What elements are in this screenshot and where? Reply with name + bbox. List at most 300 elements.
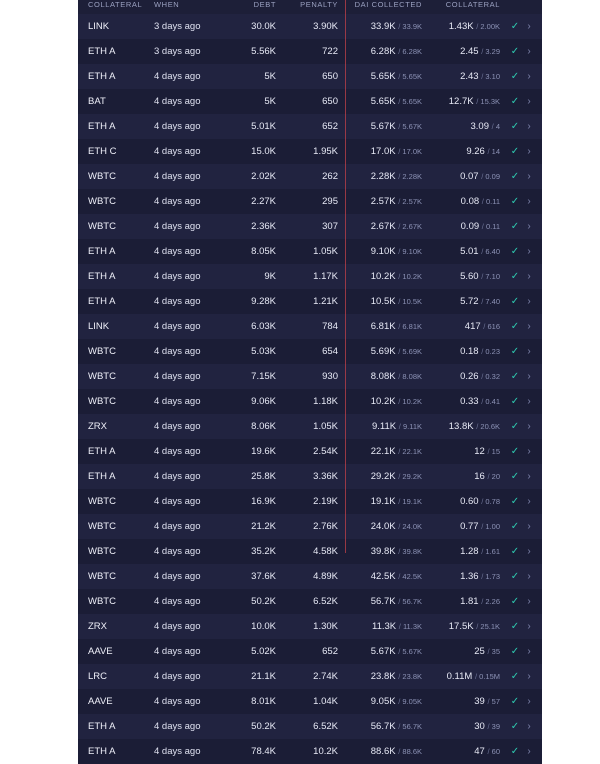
cell-penalty: 3.90K bbox=[282, 14, 344, 39]
cell-penalty: 262 bbox=[282, 164, 344, 189]
chevron-right-icon[interactable]: › bbox=[527, 271, 531, 282]
cell-debt: 2.02K bbox=[224, 164, 282, 189]
cell-dai-collected: 9.10K / 9.10K bbox=[344, 239, 428, 264]
cell-debt: 21.2K bbox=[224, 514, 282, 539]
cell-collateral-amount: 417 / 616 bbox=[428, 314, 506, 339]
cell-actions bbox=[506, 64, 542, 89]
status-check-icon: ✓ bbox=[510, 371, 520, 382]
cell-when: 3 days ago bbox=[152, 14, 224, 39]
cell-collateral-amount: 30 / 39 bbox=[428, 714, 506, 739]
cell-collateral-amount: 3.09 / 4 bbox=[428, 114, 506, 139]
cell-collateral: ETH A bbox=[78, 714, 152, 739]
cell-dai-collected: 5.65K / 5.65K bbox=[344, 64, 428, 89]
cell-debt: 50.2K bbox=[224, 589, 282, 614]
cell-collateral-amount: 2.45 / 3.29 bbox=[428, 39, 506, 64]
chevron-right-icon[interactable]: › bbox=[527, 21, 531, 32]
chevron-right-icon[interactable]: › bbox=[527, 196, 531, 207]
cell-dai-collected: 6.28K / 6.28K bbox=[344, 39, 428, 64]
cell-penalty: 650 bbox=[282, 64, 344, 89]
cell-when: 4 days ago bbox=[152, 714, 224, 739]
cell-debt: 21.1K bbox=[224, 664, 282, 689]
chevron-right-icon[interactable]: › bbox=[527, 246, 531, 257]
cell-collateral-amount: 13.8K / 20.6K bbox=[428, 414, 506, 439]
cell-collateral-amount: 5.60 / 7.10 bbox=[428, 264, 506, 289]
cell-dai-collected: 19.1K / 19.1K bbox=[344, 489, 428, 514]
cell-collateral-amount: 17.5K / 25.1K bbox=[428, 614, 506, 639]
cell-collateral-amount: 2.43 / 3.10 bbox=[428, 64, 506, 89]
cell-penalty: 295 bbox=[282, 189, 344, 214]
cell-dai-collected: 6.81K / 6.81K bbox=[344, 314, 428, 339]
cell-collateral-amount: 25 / 35 bbox=[428, 639, 506, 664]
cell-penalty: 2.54K bbox=[282, 439, 344, 464]
cell-actions bbox=[506, 239, 542, 264]
cell-when: 4 days ago bbox=[152, 464, 224, 489]
cell-dai-collected: 42.5K / 42.5K bbox=[344, 564, 428, 589]
cell-collateral: ZRX bbox=[78, 414, 152, 439]
cell-when: 4 days ago bbox=[152, 314, 224, 339]
status-check-icon: ✓ bbox=[510, 596, 520, 607]
cell-when: 4 days ago bbox=[152, 264, 224, 289]
cell-debt: 9K bbox=[224, 264, 282, 289]
cell-penalty: 307 bbox=[282, 214, 344, 239]
status-check-icon: ✓ bbox=[510, 146, 520, 157]
chevron-right-icon[interactable]: › bbox=[527, 471, 531, 482]
cell-collateral: ETH A bbox=[78, 39, 152, 64]
status-check-icon: ✓ bbox=[510, 746, 520, 757]
status-check-icon: ✓ bbox=[510, 621, 520, 632]
cell-dai-collected: 88.6K / 88.6K bbox=[344, 739, 428, 764]
cell-when: 4 days ago bbox=[152, 489, 224, 514]
chevron-right-icon[interactable]: › bbox=[527, 546, 531, 557]
cell-collateral-amount: 0.26 / 0.32 bbox=[428, 364, 506, 389]
table-row[interactable] bbox=[78, 664, 542, 689]
column-header-penalty[interactable]: PENALTY bbox=[282, 0, 344, 14]
cell-collateral: ETH C bbox=[78, 139, 152, 164]
cell-collateral-amount: 39 / 57 bbox=[428, 689, 506, 714]
cell-actions bbox=[506, 614, 542, 639]
status-check-icon: ✓ bbox=[510, 671, 520, 682]
cell-collateral-amount: 0.18 / 0.23 bbox=[428, 339, 506, 364]
cell-dai-collected: 56.7K / 56.7K bbox=[344, 589, 428, 614]
cell-debt: 5.03K bbox=[224, 339, 282, 364]
cell-debt: 5K bbox=[224, 89, 282, 114]
cell-collateral-amount: 5.01 / 6.40 bbox=[428, 239, 506, 264]
cell-actions bbox=[506, 689, 542, 714]
cell-actions bbox=[506, 464, 542, 489]
cell-debt: 15.0K bbox=[224, 139, 282, 164]
chevron-right-icon[interactable]: › bbox=[527, 296, 531, 307]
cell-dai-collected: 29.2K / 29.2K bbox=[344, 464, 428, 489]
status-check-icon: ✓ bbox=[510, 246, 520, 257]
chevron-right-icon[interactable]: › bbox=[527, 446, 531, 457]
cell-actions bbox=[506, 414, 542, 439]
cell-collateral: ETH A bbox=[78, 264, 152, 289]
cell-debt: 2.27K bbox=[224, 189, 282, 214]
cell-when: 4 days ago bbox=[152, 639, 224, 664]
cell-actions bbox=[506, 314, 542, 339]
table-row[interactable] bbox=[78, 264, 542, 289]
table-row[interactable] bbox=[78, 39, 542, 64]
table-row[interactable] bbox=[78, 289, 542, 314]
chevron-right-icon[interactable]: › bbox=[527, 421, 531, 432]
cell-dai-collected: 39.8K / 39.8K bbox=[344, 539, 428, 564]
table-row[interactable] bbox=[78, 464, 542, 489]
table-row[interactable] bbox=[78, 614, 542, 639]
cell-actions bbox=[506, 164, 542, 189]
cell-when: 4 days ago bbox=[152, 439, 224, 464]
table-row[interactable] bbox=[78, 539, 542, 564]
chevron-right-icon[interactable]: › bbox=[527, 121, 531, 132]
table-row[interactable] bbox=[78, 714, 542, 739]
cell-collateral: LRC bbox=[78, 664, 152, 689]
cell-dai-collected: 2.57K / 2.57K bbox=[344, 189, 428, 214]
status-check-icon: ✓ bbox=[510, 296, 520, 307]
cell-penalty: 650 bbox=[282, 89, 344, 114]
cell-debt: 25.8K bbox=[224, 464, 282, 489]
cell-when: 4 days ago bbox=[152, 189, 224, 214]
cell-collateral: WBTC bbox=[78, 564, 152, 589]
cell-penalty: 6.52K bbox=[282, 589, 344, 614]
column-header-when[interactable]: WHEN bbox=[152, 0, 224, 14]
cell-when: 4 days ago bbox=[152, 739, 224, 764]
cell-debt: 5.01K bbox=[224, 114, 282, 139]
cell-when: 4 days ago bbox=[152, 239, 224, 264]
cell-dai-collected: 5.67K / 5.67K bbox=[344, 114, 428, 139]
column-header-actions bbox=[506, 0, 542, 14]
status-check-icon: ✓ bbox=[510, 646, 520, 657]
cell-penalty: 930 bbox=[282, 364, 344, 389]
cell-dai-collected: 5.69K / 5.69K bbox=[344, 339, 428, 364]
status-check-icon: ✓ bbox=[510, 121, 520, 132]
table-row[interactable] bbox=[78, 314, 542, 339]
chevron-right-icon[interactable]: › bbox=[527, 646, 531, 657]
status-check-icon: ✓ bbox=[510, 521, 520, 532]
column-header-debt[interactable]: DEBT bbox=[224, 0, 282, 14]
cell-collateral: WBTC bbox=[78, 389, 152, 414]
liquidations-table-panel bbox=[78, 0, 531, 757]
cell-debt: 78.4K bbox=[224, 739, 282, 764]
chevron-right-icon[interactable]: › bbox=[527, 621, 531, 632]
cell-collateral: ETH A bbox=[78, 464, 152, 489]
cell-collateral-amount: 0.08 / 0.11 bbox=[428, 189, 506, 214]
cell-actions bbox=[506, 189, 542, 214]
cell-debt: 8.01K bbox=[224, 689, 282, 714]
cell-collateral-amount: 47 / 60 bbox=[428, 739, 506, 764]
table-row[interactable] bbox=[78, 389, 542, 414]
table-row[interactable] bbox=[78, 589, 542, 614]
table-row[interactable] bbox=[78, 189, 542, 214]
cell-actions bbox=[506, 639, 542, 664]
table-body bbox=[78, 14, 542, 764]
cell-actions bbox=[506, 514, 542, 539]
cell-collateral: ETH A bbox=[78, 439, 152, 464]
cell-debt: 8.06K bbox=[224, 414, 282, 439]
status-check-icon: ✓ bbox=[510, 171, 520, 182]
cell-dai-collected: 24.0K / 24.0K bbox=[344, 514, 428, 539]
table-row[interactable] bbox=[78, 214, 542, 239]
cell-when: 4 days ago bbox=[152, 64, 224, 89]
chevron-right-icon[interactable]: › bbox=[527, 721, 531, 732]
cell-dai-collected: 2.67K / 2.67K bbox=[344, 214, 428, 239]
cell-when: 4 days ago bbox=[152, 414, 224, 439]
table-row[interactable] bbox=[78, 689, 542, 714]
cell-collateral: LINK bbox=[78, 14, 152, 39]
cell-collateral-amount: 0.09 / 0.11 bbox=[428, 214, 506, 239]
chevron-right-icon[interactable]: › bbox=[527, 146, 531, 157]
chevron-right-icon[interactable]: › bbox=[527, 346, 531, 357]
cell-penalty: 784 bbox=[282, 314, 344, 339]
status-check-icon: ✓ bbox=[510, 221, 520, 232]
cell-dai-collected: 33.9K / 33.9K bbox=[344, 14, 428, 39]
cell-actions bbox=[506, 389, 542, 414]
table-row[interactable] bbox=[78, 139, 542, 164]
cell-collateral-amount: 12.7K / 15.3K bbox=[428, 89, 506, 114]
cell-penalty: 1.21K bbox=[282, 289, 344, 314]
cell-actions bbox=[506, 439, 542, 464]
status-check-icon: ✓ bbox=[510, 571, 520, 582]
table-row[interactable] bbox=[78, 414, 542, 439]
cell-penalty: 1.18K bbox=[282, 389, 344, 414]
cell-penalty: 652 bbox=[282, 639, 344, 664]
table-row[interactable] bbox=[78, 89, 542, 114]
chevron-right-icon[interactable]: › bbox=[527, 371, 531, 382]
cell-when: 4 days ago bbox=[152, 589, 224, 614]
cell-actions bbox=[506, 489, 542, 514]
cell-debt: 50.2K bbox=[224, 714, 282, 739]
table-row[interactable] bbox=[78, 14, 542, 39]
cell-when: 4 days ago bbox=[152, 139, 224, 164]
cell-collateral: AAVE bbox=[78, 639, 152, 664]
cell-penalty: 654 bbox=[282, 339, 344, 364]
cell-actions bbox=[506, 39, 542, 64]
cell-when: 3 days ago bbox=[152, 39, 224, 64]
cell-collateral: ZRX bbox=[78, 614, 152, 639]
cell-when: 4 days ago bbox=[152, 564, 224, 589]
cell-actions bbox=[506, 289, 542, 314]
cell-dai-collected: 10.5K / 10.5K bbox=[344, 289, 428, 314]
cell-penalty: 1.30K bbox=[282, 614, 344, 639]
cell-when: 4 days ago bbox=[152, 539, 224, 564]
cell-collateral: ETH A bbox=[78, 239, 152, 264]
column-header-collateral-amount[interactable]: COLLATERAL bbox=[428, 0, 506, 14]
cell-actions bbox=[506, 14, 542, 39]
cell-collateral: WBTC bbox=[78, 164, 152, 189]
cell-penalty: 722 bbox=[282, 39, 344, 64]
table-row[interactable] bbox=[78, 239, 542, 264]
cell-collateral-amount: 0.11M / 0.15M bbox=[428, 664, 506, 689]
cell-debt: 19.6K bbox=[224, 439, 282, 464]
column-header-collateral[interactable]: COLLATERAL bbox=[78, 0, 152, 14]
chevron-right-icon[interactable]: › bbox=[527, 496, 531, 507]
cell-dai-collected: 5.65K / 5.65K bbox=[344, 89, 428, 114]
status-check-icon: ✓ bbox=[510, 471, 520, 482]
chevron-right-icon[interactable]: › bbox=[527, 596, 531, 607]
status-check-icon: ✓ bbox=[510, 546, 520, 557]
cell-debt: 16.9K bbox=[224, 489, 282, 514]
cell-debt: 30.0K bbox=[224, 14, 282, 39]
cell-actions bbox=[506, 139, 542, 164]
status-check-icon: ✓ bbox=[510, 496, 520, 507]
status-check-icon: ✓ bbox=[510, 446, 520, 457]
table-header bbox=[78, 0, 542, 14]
cell-actions bbox=[506, 264, 542, 289]
cell-collateral: ETH A bbox=[78, 114, 152, 139]
cell-collateral-amount: 1.28 / 1.61 bbox=[428, 539, 506, 564]
cell-dai-collected: 2.28K / 2.28K bbox=[344, 164, 428, 189]
cell-collateral: WBTC bbox=[78, 589, 152, 614]
cell-penalty: 2.74K bbox=[282, 664, 344, 689]
cell-actions bbox=[506, 89, 542, 114]
status-check-icon: ✓ bbox=[510, 721, 520, 732]
cell-debt: 9.28K bbox=[224, 289, 282, 314]
cell-debt: 35.2K bbox=[224, 539, 282, 564]
cell-dai-collected: 17.0K / 17.0K bbox=[344, 139, 428, 164]
status-check-icon: ✓ bbox=[510, 96, 520, 107]
cell-collateral-amount: 16 / 20 bbox=[428, 464, 506, 489]
cell-dai-collected: 10.2K / 10.2K bbox=[344, 264, 428, 289]
cell-actions bbox=[506, 114, 542, 139]
status-check-icon: ✓ bbox=[510, 421, 520, 432]
cell-dai-collected: 11.3K / 11.3K bbox=[344, 614, 428, 639]
cell-debt: 8.05K bbox=[224, 239, 282, 264]
table-row[interactable] bbox=[78, 514, 542, 539]
cell-actions bbox=[506, 339, 542, 364]
cell-debt: 10.0K bbox=[224, 614, 282, 639]
table-row[interactable] bbox=[78, 164, 542, 189]
status-check-icon: ✓ bbox=[510, 196, 520, 207]
chevron-right-icon[interactable]: › bbox=[527, 671, 531, 682]
cell-penalty: 1.17K bbox=[282, 264, 344, 289]
column-divider bbox=[345, 0, 346, 553]
cell-collateral: WBTC bbox=[78, 364, 152, 389]
cell-dai-collected: 8.08K / 8.08K bbox=[344, 364, 428, 389]
cell-collateral-amount: 5.72 / 7.40 bbox=[428, 289, 506, 314]
status-check-icon: ✓ bbox=[510, 71, 520, 82]
cell-actions bbox=[506, 664, 542, 689]
cell-collateral: ETH A bbox=[78, 64, 152, 89]
chevron-right-icon[interactable]: › bbox=[527, 396, 531, 407]
cell-debt: 7.15K bbox=[224, 364, 282, 389]
liquidations-table bbox=[78, 0, 542, 764]
cell-debt: 9.06K bbox=[224, 389, 282, 414]
chevron-right-icon[interactable]: › bbox=[527, 521, 531, 532]
cell-penalty: 2.19K bbox=[282, 489, 344, 514]
chevron-right-icon[interactable]: › bbox=[527, 321, 531, 332]
cell-penalty: 10.2K bbox=[282, 739, 344, 764]
table-row[interactable] bbox=[78, 364, 542, 389]
cell-collateral-amount: 0.77 / 1.00 bbox=[428, 514, 506, 539]
cell-collateral: WBTC bbox=[78, 189, 152, 214]
cell-dai-collected: 56.7K / 56.7K bbox=[344, 714, 428, 739]
table-row[interactable] bbox=[78, 114, 542, 139]
cell-collateral-amount: 1.43K / 2.00K bbox=[428, 14, 506, 39]
chevron-right-icon[interactable]: › bbox=[527, 571, 531, 582]
status-check-icon: ✓ bbox=[510, 396, 520, 407]
table-row[interactable] bbox=[78, 489, 542, 514]
cell-debt: 5.56K bbox=[224, 39, 282, 64]
cell-collateral-amount: 0.60 / 0.78 bbox=[428, 489, 506, 514]
chevron-right-icon[interactable]: › bbox=[527, 46, 531, 57]
cell-when: 4 days ago bbox=[152, 364, 224, 389]
cell-penalty: 3.36K bbox=[282, 464, 344, 489]
cell-collateral: WBTC bbox=[78, 489, 152, 514]
cell-when: 4 days ago bbox=[152, 389, 224, 414]
cell-debt: 5K bbox=[224, 64, 282, 89]
cell-collateral: LINK bbox=[78, 314, 152, 339]
cell-penalty: 4.89K bbox=[282, 564, 344, 589]
cell-collateral-amount: 0.33 / 0.41 bbox=[428, 389, 506, 414]
cell-collateral: WBTC bbox=[78, 539, 152, 564]
cell-when: 4 days ago bbox=[152, 614, 224, 639]
column-header-dai-collected[interactable]: DAI COLLECTED bbox=[344, 0, 428, 14]
status-check-icon: ✓ bbox=[510, 346, 520, 357]
cell-when: 4 days ago bbox=[152, 89, 224, 114]
cell-when: 4 days ago bbox=[152, 114, 224, 139]
cell-when: 4 days ago bbox=[152, 164, 224, 189]
cell-collateral-amount: 1.36 / 1.73 bbox=[428, 564, 506, 589]
cell-actions bbox=[506, 364, 542, 389]
cell-collateral: BAT bbox=[78, 89, 152, 114]
cell-penalty: 652 bbox=[282, 114, 344, 139]
chevron-right-icon[interactable]: › bbox=[527, 746, 531, 757]
cell-dai-collected: 5.67K / 5.67K bbox=[344, 639, 428, 664]
cell-dai-collected: 9.05K / 9.05K bbox=[344, 689, 428, 714]
table-row[interactable] bbox=[78, 339, 542, 364]
cell-actions bbox=[506, 589, 542, 614]
cell-penalty: 1.05K bbox=[282, 239, 344, 264]
cell-penalty: 2.76K bbox=[282, 514, 344, 539]
status-check-icon: ✓ bbox=[510, 271, 520, 282]
cell-dai-collected: 10.2K / 10.2K bbox=[344, 389, 428, 414]
table-row[interactable] bbox=[78, 564, 542, 589]
status-check-icon: ✓ bbox=[510, 46, 520, 57]
cell-collateral-amount: 9.26 / 14 bbox=[428, 139, 506, 164]
chevron-right-icon[interactable]: › bbox=[527, 696, 531, 707]
cell-debt: 37.6K bbox=[224, 564, 282, 589]
table-row[interactable] bbox=[78, 739, 542, 764]
cell-actions bbox=[506, 214, 542, 239]
status-check-icon: ✓ bbox=[510, 321, 520, 332]
cell-actions bbox=[506, 739, 542, 764]
cell-when: 4 days ago bbox=[152, 514, 224, 539]
table-row[interactable] bbox=[78, 64, 542, 89]
chevron-right-icon[interactable]: › bbox=[527, 96, 531, 107]
chevron-right-icon[interactable]: › bbox=[527, 171, 531, 182]
cell-penalty: 1.95K bbox=[282, 139, 344, 164]
cell-dai-collected: 22.1K / 22.1K bbox=[344, 439, 428, 464]
cell-collateral-amount: 1.81 / 2.26 bbox=[428, 589, 506, 614]
cell-collateral-amount: 12 / 15 bbox=[428, 439, 506, 464]
cell-penalty: 1.04K bbox=[282, 689, 344, 714]
cell-collateral: ETH A bbox=[78, 739, 152, 764]
cell-collateral: WBTC bbox=[78, 514, 152, 539]
cell-penalty: 6.52K bbox=[282, 714, 344, 739]
cell-dai-collected: 9.11K / 9.11K bbox=[344, 414, 428, 439]
table-row[interactable] bbox=[78, 439, 542, 464]
cell-debt: 5.02K bbox=[224, 639, 282, 664]
cell-penalty: 1.05K bbox=[282, 414, 344, 439]
status-check-icon: ✓ bbox=[510, 21, 520, 32]
chevron-right-icon[interactable]: › bbox=[527, 71, 531, 82]
cell-collateral: WBTC bbox=[78, 339, 152, 364]
chevron-right-icon[interactable]: › bbox=[527, 221, 531, 232]
cell-collateral: WBTC bbox=[78, 214, 152, 239]
cell-debt: 2.36K bbox=[224, 214, 282, 239]
table-row[interactable] bbox=[78, 639, 542, 664]
cell-collateral-amount: 0.07 / 0.09 bbox=[428, 164, 506, 189]
cell-penalty: 4.58K bbox=[282, 539, 344, 564]
cell-when: 4 days ago bbox=[152, 339, 224, 364]
